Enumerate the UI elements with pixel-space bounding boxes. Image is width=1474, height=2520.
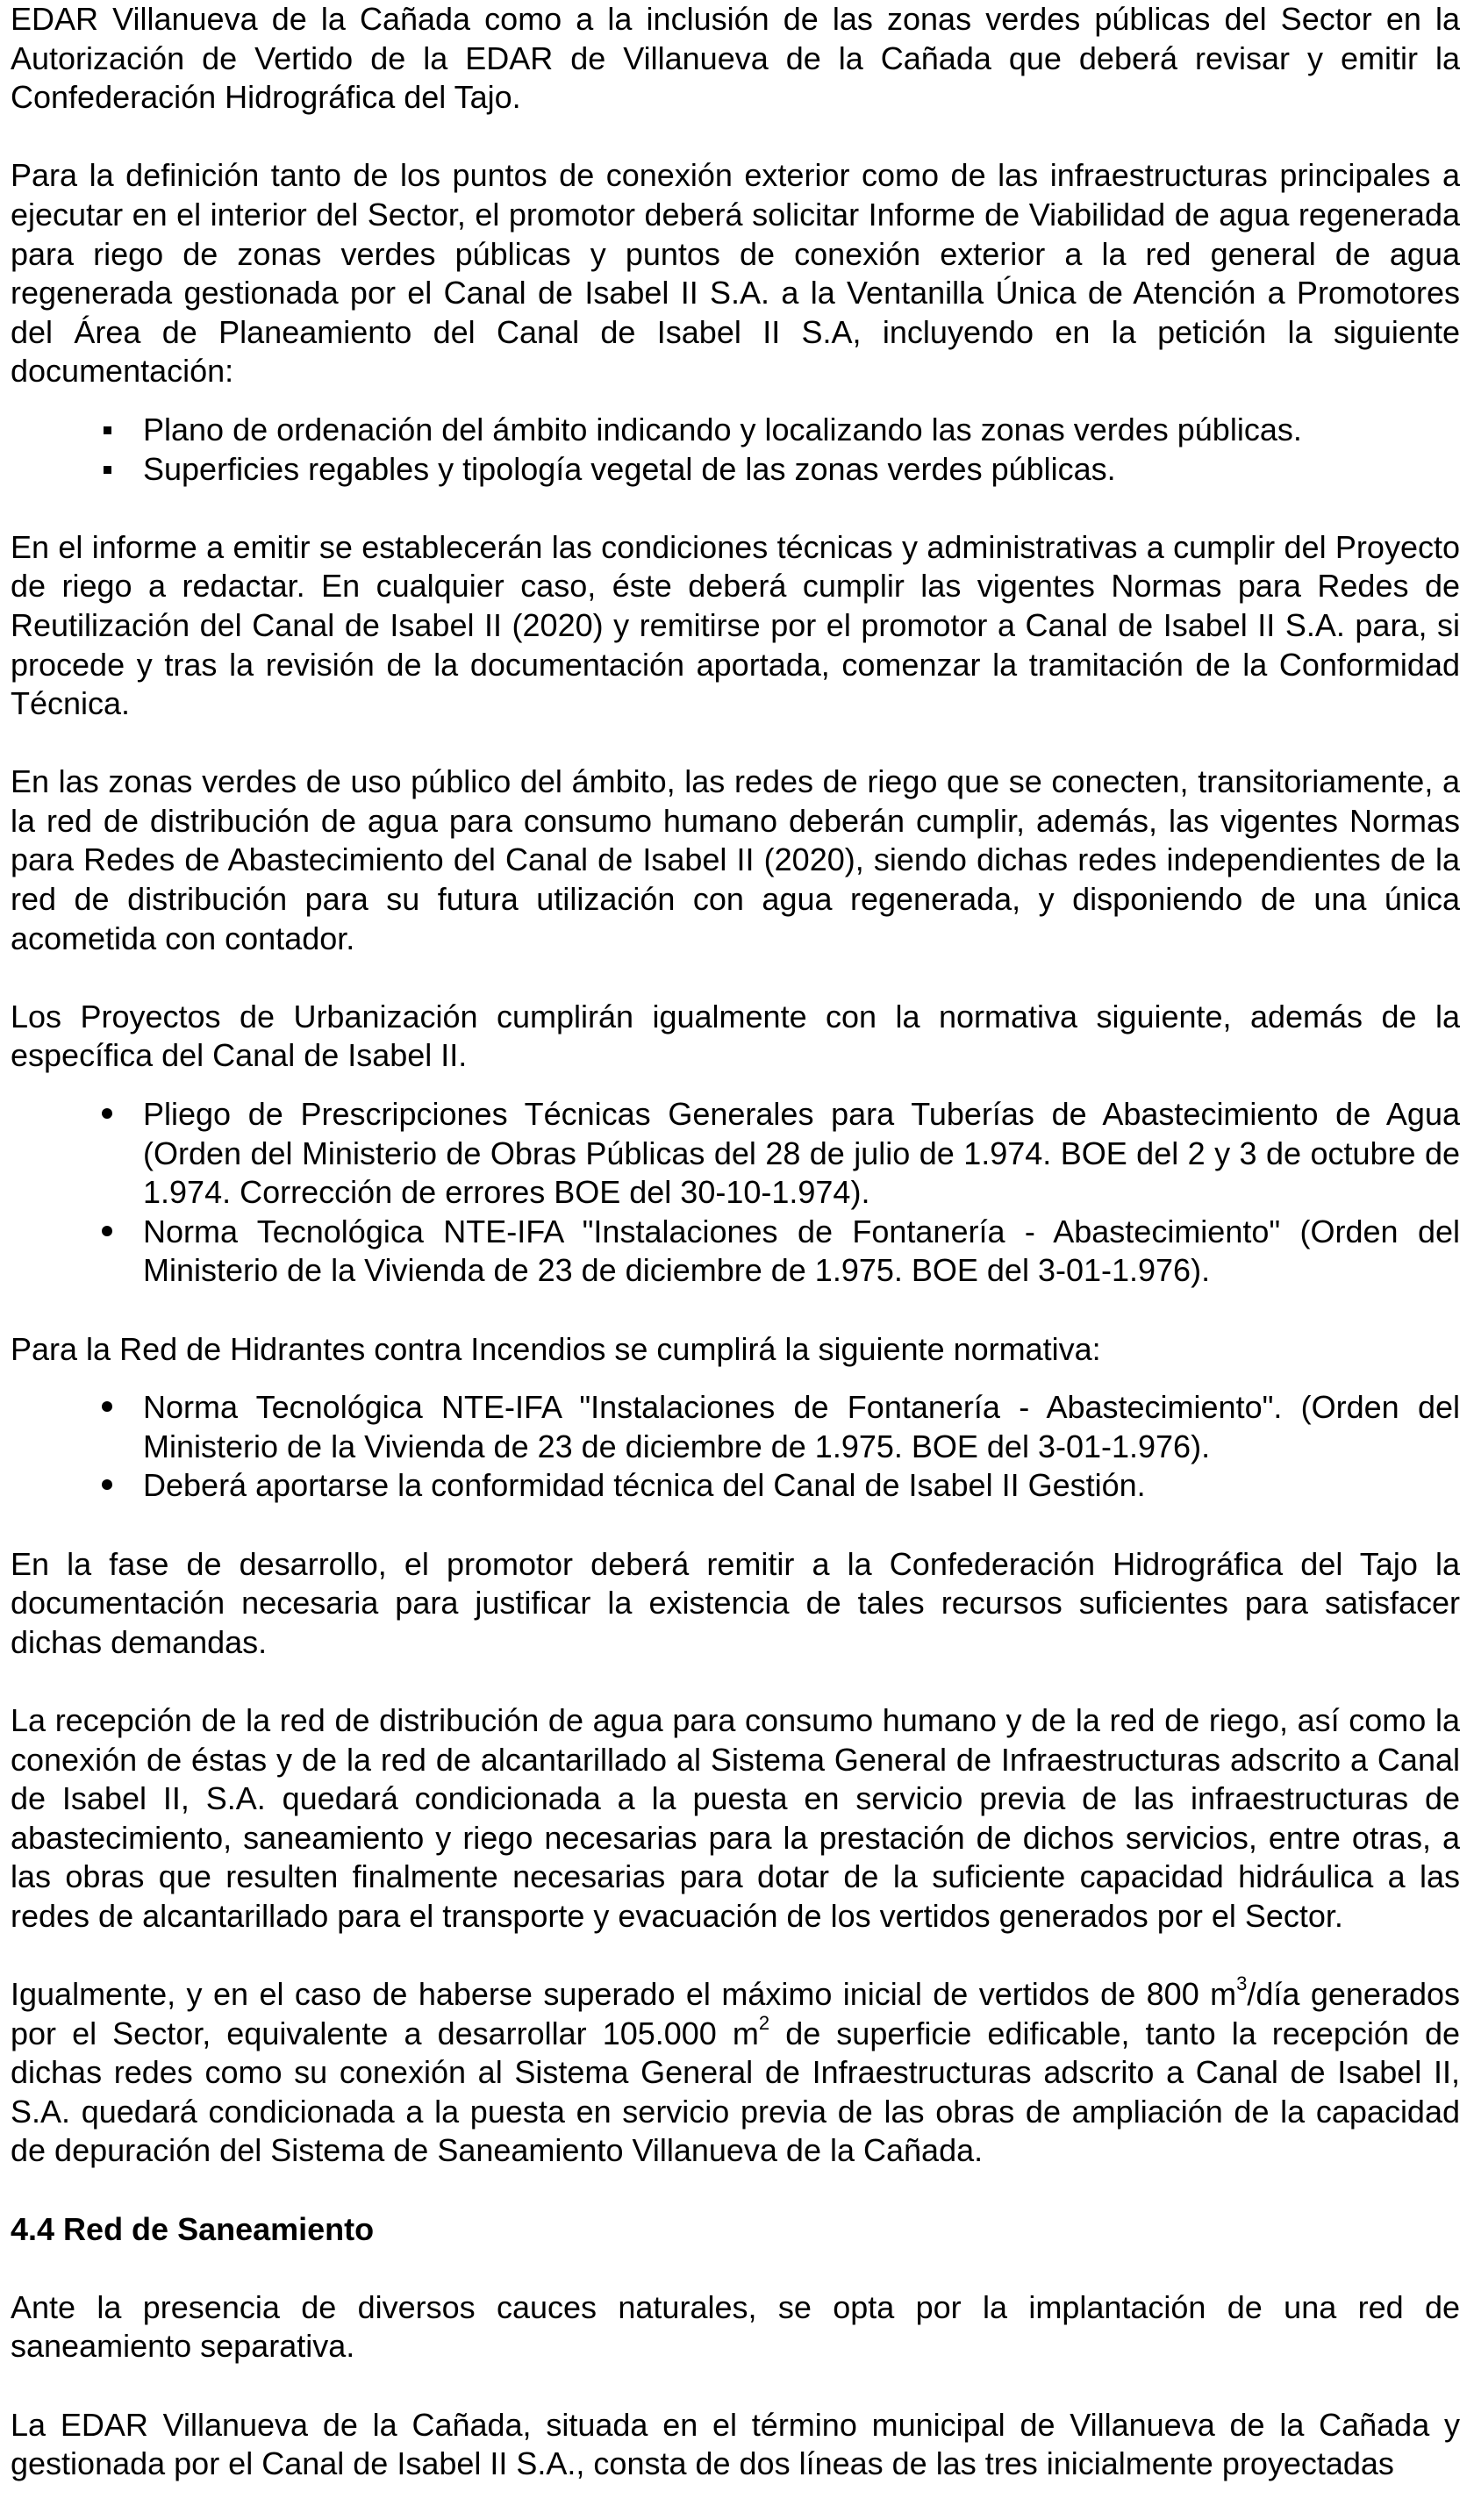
hydrants-list [11,1388,1460,1506]
discharge-text-c: de superficie edificable, tanto la recepción de dichas redes como su conexión al Sistema General de Infraestructuras adscrito a Canal de Isabel II, S.A. quedará condicionada a la puesta en servicio previa de las obras de ampliación de la capacidad de depuración del Sistema de Saneamiento Villanueva de la Cañada. [11,2015,1460,2169]
list-item-text: Norma Tecnológica NTE-IFA "Instalaciones de Fontanería - Abastecimiento" (Orden del Ministerio de la Vivienda de 23 de diciembre de 1.975. BOE del 3-01-1.976). [143,1213,1460,1289]
paragraph-urbanization-projects: Los Proyectos de Urbanización cumplirán igualmente con la normativa siguiente, además de la específica del Canal de Isabel II. [11,998,1460,1074]
paragraph-edar-authorization: EDAR Villanueva de la Cañada como a la inclusión de las zonas verdes públicas del Sector en la Autorización de Vertido de la EDAR de Villanueva de la Cañada que deberá revisar y emitir la Confederación Hidrográfica del Tajo. [11,1,1460,116]
list-item [11,1466,1460,1506]
paragraph-development-phase: En la fase de desarrollo, el promotor deberá remitir a la Confederación Hidrográfica del Tajo la documentación necesaria para justificar la existencia de tales recursos suficientes para satisfacer dichas demandas. [11,1545,1460,1660]
list-item [11,450,1460,490]
paragraph-discharge-limit [11,1972,1461,2171]
superscript-3: 3 [1236,1972,1248,1995]
list-item-text: Norma Tecnológica NTE-IFA "Instalaciones de Fontanería - Abastecimiento". (Orden del Ministerio de la Vivienda de 23 de diciembre de 1.975. BOE del 3-01-1.976). [143,1389,1460,1464]
document-page [11,0,1460,2484]
list-item-text: Superficies regables y tipología vegetal de las zonas verdes públicas. [143,450,1116,487]
list-item [11,1388,1460,1466]
paragraph-report-conditions: En el informe a emitir se establecerán las condiciones técnicas y administrativas a cumplir del Proyecto de riego a redactar. En cualquier caso, éste deberá cumplir las vigentes Normas para Redes de Reutilización del Canal de Isabel II (2020) y remitirse por el promotor a Canal de Isabel II S.A. para, si procede y tras la revisión de la documentación aportada, comenzar la tramitación de la Conformidad Técnica. [11,528,1460,722]
section-heading: 4.4 Red de Saneamiento [11,2210,375,2247]
discharge-text-b: /día generados por el Sector, equivalente a desarrollar 105.000 m [11,1976,1461,2051]
list-item-text: Pliego de Prescripciones Técnicas Generales para Tuberías de Abastecimiento de Agua (Orden del Ministerio de Obras Públicas del 28 de julio de 1.974. BOE del 2 y 3 de octubre de 1.974. Corrección de errores BOE del 30-10-1.974). [143,1096,1460,1211]
round-bullet-icon [94,1466,120,1506]
list-item-text: Deberá aportarse la conformidad técnica del Canal de Isabel II Gestión. [143,1467,1146,1504]
paragraph-edar-description: La EDAR Villanueva de la Cañada, situada en el término municipal de Villanueva de la Cañada y gestionada por el Canal de Isabel II S.A., consta de dos líneas de las tres inicialmente proyectadas [11,2406,1460,2482]
list-item [11,1213,1460,1291]
square-bullet-icon [94,450,120,490]
paragraph-green-zones: En las zonas verdes de uso público del ámbito, las redes de riego que se conecten, transitoriamente, a la red de distribución de agua para consumo humano deberán cumplir, además, las vigentes Normas para Redes de Abastecimiento del Canal de Isabel II (2020), siendo dichas redes independientes de la red de distribución para su futura utilización con agua regenerada, y disponiendo de una única acometida con contador. [11,763,1460,956]
paragraph-network-reception: La recepción de la red de distribución de agua para consumo humano y de la red de riego, así como la conexión de éstas y de la red de alcantarillado al Sistema General de Infraestructuras adscrito a Canal de Isabel II, S.A. quedará condicionada a la puesta en servicio previa de las infraestructuras de abastecimiento, saneamiento y riego necesarias para la prestación de dichos servicios, entre otras, a las obras que resulten finalmente necesarias para dotar de la suficiente capacidad hidráulica a las redes de alcantarillado para el transporte y evacuación de los vertidos generados por el Sector. [11,1701,1460,1934]
square-bullet-icon [94,411,120,450]
list-item-text: Plano de ordenación del ámbito indicando y localizando las zonas verdes públicas. [143,411,1302,447]
list-item [11,1095,1460,1213]
round-bullet-icon [94,1095,120,1135]
documentation-list [11,411,1460,489]
superscript-2: 2 [758,2011,770,2034]
paragraph-viability-report: Para la definición tanto de los puntos de conexión exterior como de las infraestructuras principales a ejecutar en el interior del Sector, el promotor deberá solicitar Informe de Viabilidad de agua regenerada para riego de zonas verdes públicas y puntos de conexión exterior a la red general de agua regenerada gestionada por el Canal de Isabel II S.A. a la Ventanilla Única de Atención a Promotores del Área de Planeamiento del Canal de Isabel II S.A, incluyendo en la petición la siguiente documentación: [11,157,1460,390]
paragraph-hydrants: Para la Red de Hidrantes contra Incendios se cumplirá la siguiente normativa: [11,1330,1101,1367]
discharge-text-a: Igualmente, y en el caso de haberse superado el máximo inicial de vertidos de 800 m [11,1976,1237,2013]
round-bullet-icon [94,1388,120,1428]
list-item [11,411,1460,450]
round-bullet-icon [94,1213,120,1252]
paragraph-separative-network: Ante la presencia de diversos cauces naturales, se opta por la implantación de una red de saneamiento separativa. [11,2288,1460,2365]
regulations-list [11,1095,1460,1291]
